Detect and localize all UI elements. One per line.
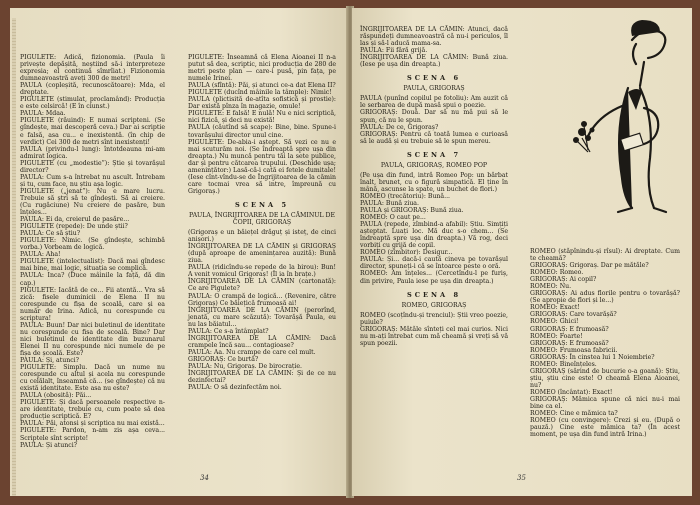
dialogue-line: PAULA: Și, atunci? xyxy=(20,357,79,365)
dialogue-line: PIGULETE (repede): De unde știi? xyxy=(20,223,128,231)
dialogue-line: PIGULETE (stimulat, proclamând): Producția e este celsircă! (E în ciunst.) xyxy=(20,96,165,111)
dialogue-line: PAULA: De ce, Grigoraș? xyxy=(360,123,439,131)
dialogue-line: PIGULETE: Și dacă persoanele respective n-are identitate, trebuie cu, cum poate să dea producție scriptică. E? xyxy=(20,399,165,421)
dialogue-line: PAULA: Bună ziua. xyxy=(360,199,419,207)
left-page xyxy=(10,8,348,496)
dialogue-line: ROMEO: Foarte! xyxy=(530,332,583,340)
scene-characters: ROMEO, GRIGORAȘ xyxy=(401,301,467,309)
dialogue-line: ROMEO: O caut pe... xyxy=(360,214,426,222)
scene-characters: PAULA, GRIGORAȘ xyxy=(403,85,465,93)
dialogue-line: ROMEO: Romeo. xyxy=(530,269,584,277)
dialogue-line: PAULA: Nu, Grigoraș. De birocrație. xyxy=(188,362,302,370)
dialogue-line: ÎNGRIJITOAREA DE LA CĂMIN: Dacă crampele încă sau... contagioase? xyxy=(188,334,336,349)
dialogue-line: ROMEO: Am înțeles... (Cercetîndu-l pe furiș, din privire, Paula iese pe ușa din dreapta.) xyxy=(360,270,508,285)
left-column-2 xyxy=(188,54,336,391)
dialogue-line: ROMEO: Ghici! xyxy=(530,318,579,326)
left-page-edge xyxy=(12,18,16,496)
dialogue-line: ROMEO (încântat): Exact! xyxy=(530,388,613,396)
dialogue-line: GRIGORAȘ (sărind de bucurie o-a goană): Știu, știu, știu cine este! O cheamă Elena Aioanei, nu? xyxy=(530,367,680,389)
dialogue-line: ROMEO: Cine e mămica ta? xyxy=(530,410,618,418)
dialogue-line: PIGULETE (ducînd mâinile la tâmple): Nimic! xyxy=(188,89,332,97)
dialogue-line: PIGULETE („jenat”): Nu e mare lucru. Trebuie să ștri să te gîndești. Să ai creiere. (Cu rugăciune) Nu creiere de pasăre, bun înțeles... xyxy=(20,187,165,217)
dialogue-line: PAULA: Ce să știu? xyxy=(20,230,81,238)
dialogue-line: GRIGORAȘ: Două. Dar să nu mă pui să le spun, că nu le spun. xyxy=(360,109,508,124)
left-column-1 xyxy=(20,54,165,449)
dialogue-line: ÎNGRIJITOAREA DE LA CĂMIN și GRIGORAȘ (după aproape de amenințarea auzită): Bună ziua. xyxy=(188,243,336,265)
scene-heading: SCENA 6 xyxy=(406,74,462,83)
man-with-flowers-illustration xyxy=(562,18,682,228)
dialogue-line: PAULA (punînd copilul pe fotoliu): Am auzit că le serbarea de după masă spui o poezie. xyxy=(360,95,508,110)
dialogue-line: PIGULETE: E falsă! E nulă! Nu e nici scriptică, nici fizică, și deci nu există! xyxy=(188,110,336,125)
right-page-number: 35 xyxy=(517,474,526,482)
dialogue-line: GRIGORAȘ: E frumoasă? xyxy=(530,339,609,347)
dialogue-line: PIGULETE: De-abia-i aștept. Să vezi ce nu e mai scuturăm noi. (Se îndreaptă spre ușa din dreapta.) Nu muncă pentru tăi la sete publice, dar și pentru cătcarea trupului. (Deschide ușa; amenințător:) Lasă-că-i cată ei fetele dumitale! (Iese cînt-vîndu-se de Îngrijitoarea de la cămin care tocmai vrea să intre, împreună cu Grigoraș.) xyxy=(188,138,336,195)
dialogue-line: GRIGORAȘ: E frumoasă? xyxy=(530,325,609,333)
dialogue-line: (Pe ușa din fund, intră Romeo Pop: un bărbat înalt, brunet, cu o figură simpatică. El ține în mână, ascunse la spate, un buchet de flori.) xyxy=(360,171,508,193)
dialogue-line: PAULA (căutînd să scape): Bine, bine. Spune-i tovarășului director unul cine. xyxy=(188,124,336,139)
dialogue-line: PIGULETE (intelectualist): Dacă mai gîndesc mai bine, mai logic, situația se complică. xyxy=(20,258,165,273)
dialogue-line: PAULA: Și atunci? xyxy=(20,441,77,449)
dialogue-line: PAULA (ridicîndu-se repede de la birou): Bun! A venit vomicul Grigoraș! (Îl ia în brațe.) xyxy=(188,264,336,279)
dialogue-line: PIGULETE: Simplu. Dacă un nume nu corespunde cu altul și acela nu corespunde cu celălalt, înseamnă că... (se gîndește) că nu există identitate. Este asa nu este? xyxy=(20,364,165,393)
scene-characters: PAULA, GRIGORAȘ, ROMEO POP xyxy=(380,161,488,169)
dialogue-line: ÎNGRIJITOAREA DE LA CĂMIN (cartonată): Ce are Pigulete? xyxy=(188,278,336,293)
dialogue-line: PIGULETE: Pardon, n-am zis așa ceva... Scriptele sînt scripte! xyxy=(20,427,165,442)
dialogue-line: ÎNGRIJITOAREA DE LA CĂMIN: Atunci, dacă răspundeți dumneavoastră că nu-i periculos, îl las și să-l aducă mama-sa. xyxy=(360,26,508,48)
dialogue-line: PIGULETE: Nimic. (Se gîndește, schimbă vorba.) Vorbeam de logică. xyxy=(20,237,165,252)
scene-heading: SCENA 5 xyxy=(234,200,290,209)
right-column-1 xyxy=(360,26,508,347)
dialogue-line: GRIGORAȘ: Ai copil? xyxy=(530,276,597,284)
dialogue-line: ROMEO (scoțîndu-și trenciul): Știi vreo poezie, puiule? xyxy=(360,311,508,326)
dialogue-line: ROMEO (zîmbitor): Desigur... xyxy=(360,249,453,257)
dialogue-line: ROMEO (cu convingere): Crezi și eu. (După o pauză.) Cine este mămica ta? (În acest moment, pe ușa din fund intră Irina.) xyxy=(530,417,680,439)
dialogue-line: PAULA: O să dezinfectăm noi. xyxy=(188,384,282,392)
right-column-2 xyxy=(530,248,680,438)
dialogue-line: PAULA (sfîntă): Păi, și atunci ce-a dat Elena II? xyxy=(188,82,336,90)
dialogue-line: PAULA: Buun! Dar nici buletinul de identitate nu corespunde cu fisa de scoală. Bine? Dar nici buletinul de identitate din buzunarul Elenei II nu corespunde nici numele de pe fișa de școală. Este? xyxy=(20,321,165,357)
dialogue-line: GRIGORAȘ: Grigoraș. Dar pe mătăle? xyxy=(530,262,649,270)
dialogue-line: PAULA și GRIGORAȘ: Bună ziua. xyxy=(360,207,464,215)
dialogue-line: GRIGORAȘ: Mătăle sînteți cel mai curios. Nici nu m-ați întrebat cum mă cheamă și vreți să vă spun poezii. xyxy=(360,325,509,347)
dialogue-line: PAULA: Aha! xyxy=(20,251,61,259)
dialogue-line: GRIGORAȘ: Care tovarășă? xyxy=(530,311,617,319)
dialogue-line: PAULA: O crampă de logică... (Revenire, către Grigoraș) Ce băiețică frumoasă ai! xyxy=(188,292,336,307)
dialogue-line: PAULA (obosită): Păi... xyxy=(20,392,92,400)
dialogue-line: ÎNGRIJITOAREA DE LA CĂMIN (perorînd, jenată, cu mare scăzută): Tovarășă Paula, eu nu las băiatul... xyxy=(188,306,336,328)
dialogue-line: PAULA: Păi, atonsi și scriptica nu mai există... xyxy=(20,420,165,428)
right-page xyxy=(352,8,692,496)
dialogue-line: PAULA (privindu-l lung): întotdeauna mi-am admirat logica. xyxy=(20,145,165,160)
dialogue-line: ÎNGRIJITOAREA DE LA CĂMIN: Și de ce nu dezinfectai? xyxy=(188,370,336,385)
dialogue-line: ROMEO (trecătoriu): Bună... xyxy=(360,192,451,200)
dialogue-line: ROMEO: Exact! xyxy=(530,304,580,312)
dialogue-line: PIGULETE (răuind): E numai scripteni. (Se gîndește, mai descoperă ceva.) Dar ai scriptie e falsă, asa cu... e inexistentă. (în chip de verdict) Cei 300 de metri sînt inexistenți! xyxy=(20,117,165,146)
dialogue-line: PAULA: Și... dacă-i caută cineva pe tovarășul director, spuneți-i că se întoarce peste o oră. xyxy=(360,256,508,271)
dialogue-line: PAULA: Cum s-a întrebat nu ascult. Întrebam și tu, cum face, nu știu așa logic. xyxy=(20,173,165,188)
dialogue-line: ROMEO: Nu. xyxy=(530,283,572,291)
scene-heading: SCENA 7 xyxy=(406,150,462,159)
dialogue-line: ROMEO: Frumoasa fabricii. xyxy=(530,346,618,354)
dialogue-line: PAULA: Aa. Nu crampe de care cel mult. xyxy=(188,348,316,356)
dialogue-line: PAULA (repede, zîmbind-a afabil): Știu. Simțiți așteptat. Luați loc. Mă duc s-o chem... (Se îndreaptă spre ușa din dreapta.) Vă rog, deci vorbiți cu grijă de copil. xyxy=(360,221,508,250)
dialogue-line: GRIGORAȘ: Ce burtă? xyxy=(188,355,259,363)
dialogue-line: PIGULETE (cu „modestie”): Știe și tovarășul director? xyxy=(20,159,165,174)
dialogue-line: ROMEO: Bineînțeles. xyxy=(530,360,597,368)
dialogue-line: (Grigoraș e un băiețel drăguț și isteț, de cinci anișori.) xyxy=(188,229,336,244)
dialogue-line: GRIGORAȘ: Mămica spune că nici nu-i mai bine ca el. xyxy=(530,395,680,411)
dialogue-line: PAULA: Ce s-a întâmplat? xyxy=(188,327,269,335)
dialogue-line: PIGULETE: Înseamnă că Elena Aioanei II n-a putut să dea, scriptic, nici producția de 280 de metri peste plan — care-i pusă, pin fața, pe numele Irinei. xyxy=(188,54,336,83)
dialogue-line: ROMEO (stăpînindu-și rîsul): Ai dreptate. Cum te cheamă? xyxy=(530,248,680,263)
dialogue-line: GRIGORAȘ: Pentru că toată lumea e curioasă să le audă și eu trebuie să le spun mereu. xyxy=(360,130,508,145)
dialogue-line: PAULA: Ei da, creierul de pasăre... xyxy=(20,216,130,224)
dialogue-line: ÎNGRIJITOAREA DE LA CĂMIN: Bună ziua. (Iese pe ușa din dreapta.) xyxy=(360,54,508,69)
dialogue-line: PIGULETE: Adică, fizionomia. (Paula îi privește depășită, neștiind să-i interpreteze expresia; el continuă sîmrîiat.) Fizionomia dumneavoastră aveți 300 de metri! xyxy=(20,54,165,83)
scene-characters: PAULA, ÎNGRIJITOAREA DE LA CĂMINUL DE COPII, GRIGORAȘ xyxy=(188,211,336,227)
dialogue-line: GRIGORAȘ: Ai adus florile pentru o tovarășă? (Se apropie de flori și le...) xyxy=(530,290,680,305)
dialogue-line: PIGULETE: Iacătă de ce... Fii atentă... Vra să zică: fisele duminicii de Elena II nu corespunde cu fișa de scoală, care și ea număr de Irina. Adică, nu corespunde cu scriptura! xyxy=(20,286,165,322)
dialogue-line: PAULA: Mdaa. xyxy=(20,110,66,118)
left-page-number: 34 xyxy=(200,474,209,482)
dialogue-line: PAULA: Inca? (Duce mâinile la față, dă din cap.) xyxy=(20,272,165,287)
dialogue-line: PAULA (copleșită, recunoscătoare): Mda, el dreptate. xyxy=(20,82,165,97)
scene-heading: SCENA 8 xyxy=(406,290,462,299)
dialogue-line: PAULA: Fii fără grijă. xyxy=(360,47,428,55)
dialogue-line: PAULA (plictisită de-atîta sofistică și prostie): Dar există pînza în magazie, omule! xyxy=(188,96,336,111)
dialogue-line: GRIGORAȘ: În cinstea lui 1 Noiembrie? xyxy=(530,353,655,361)
